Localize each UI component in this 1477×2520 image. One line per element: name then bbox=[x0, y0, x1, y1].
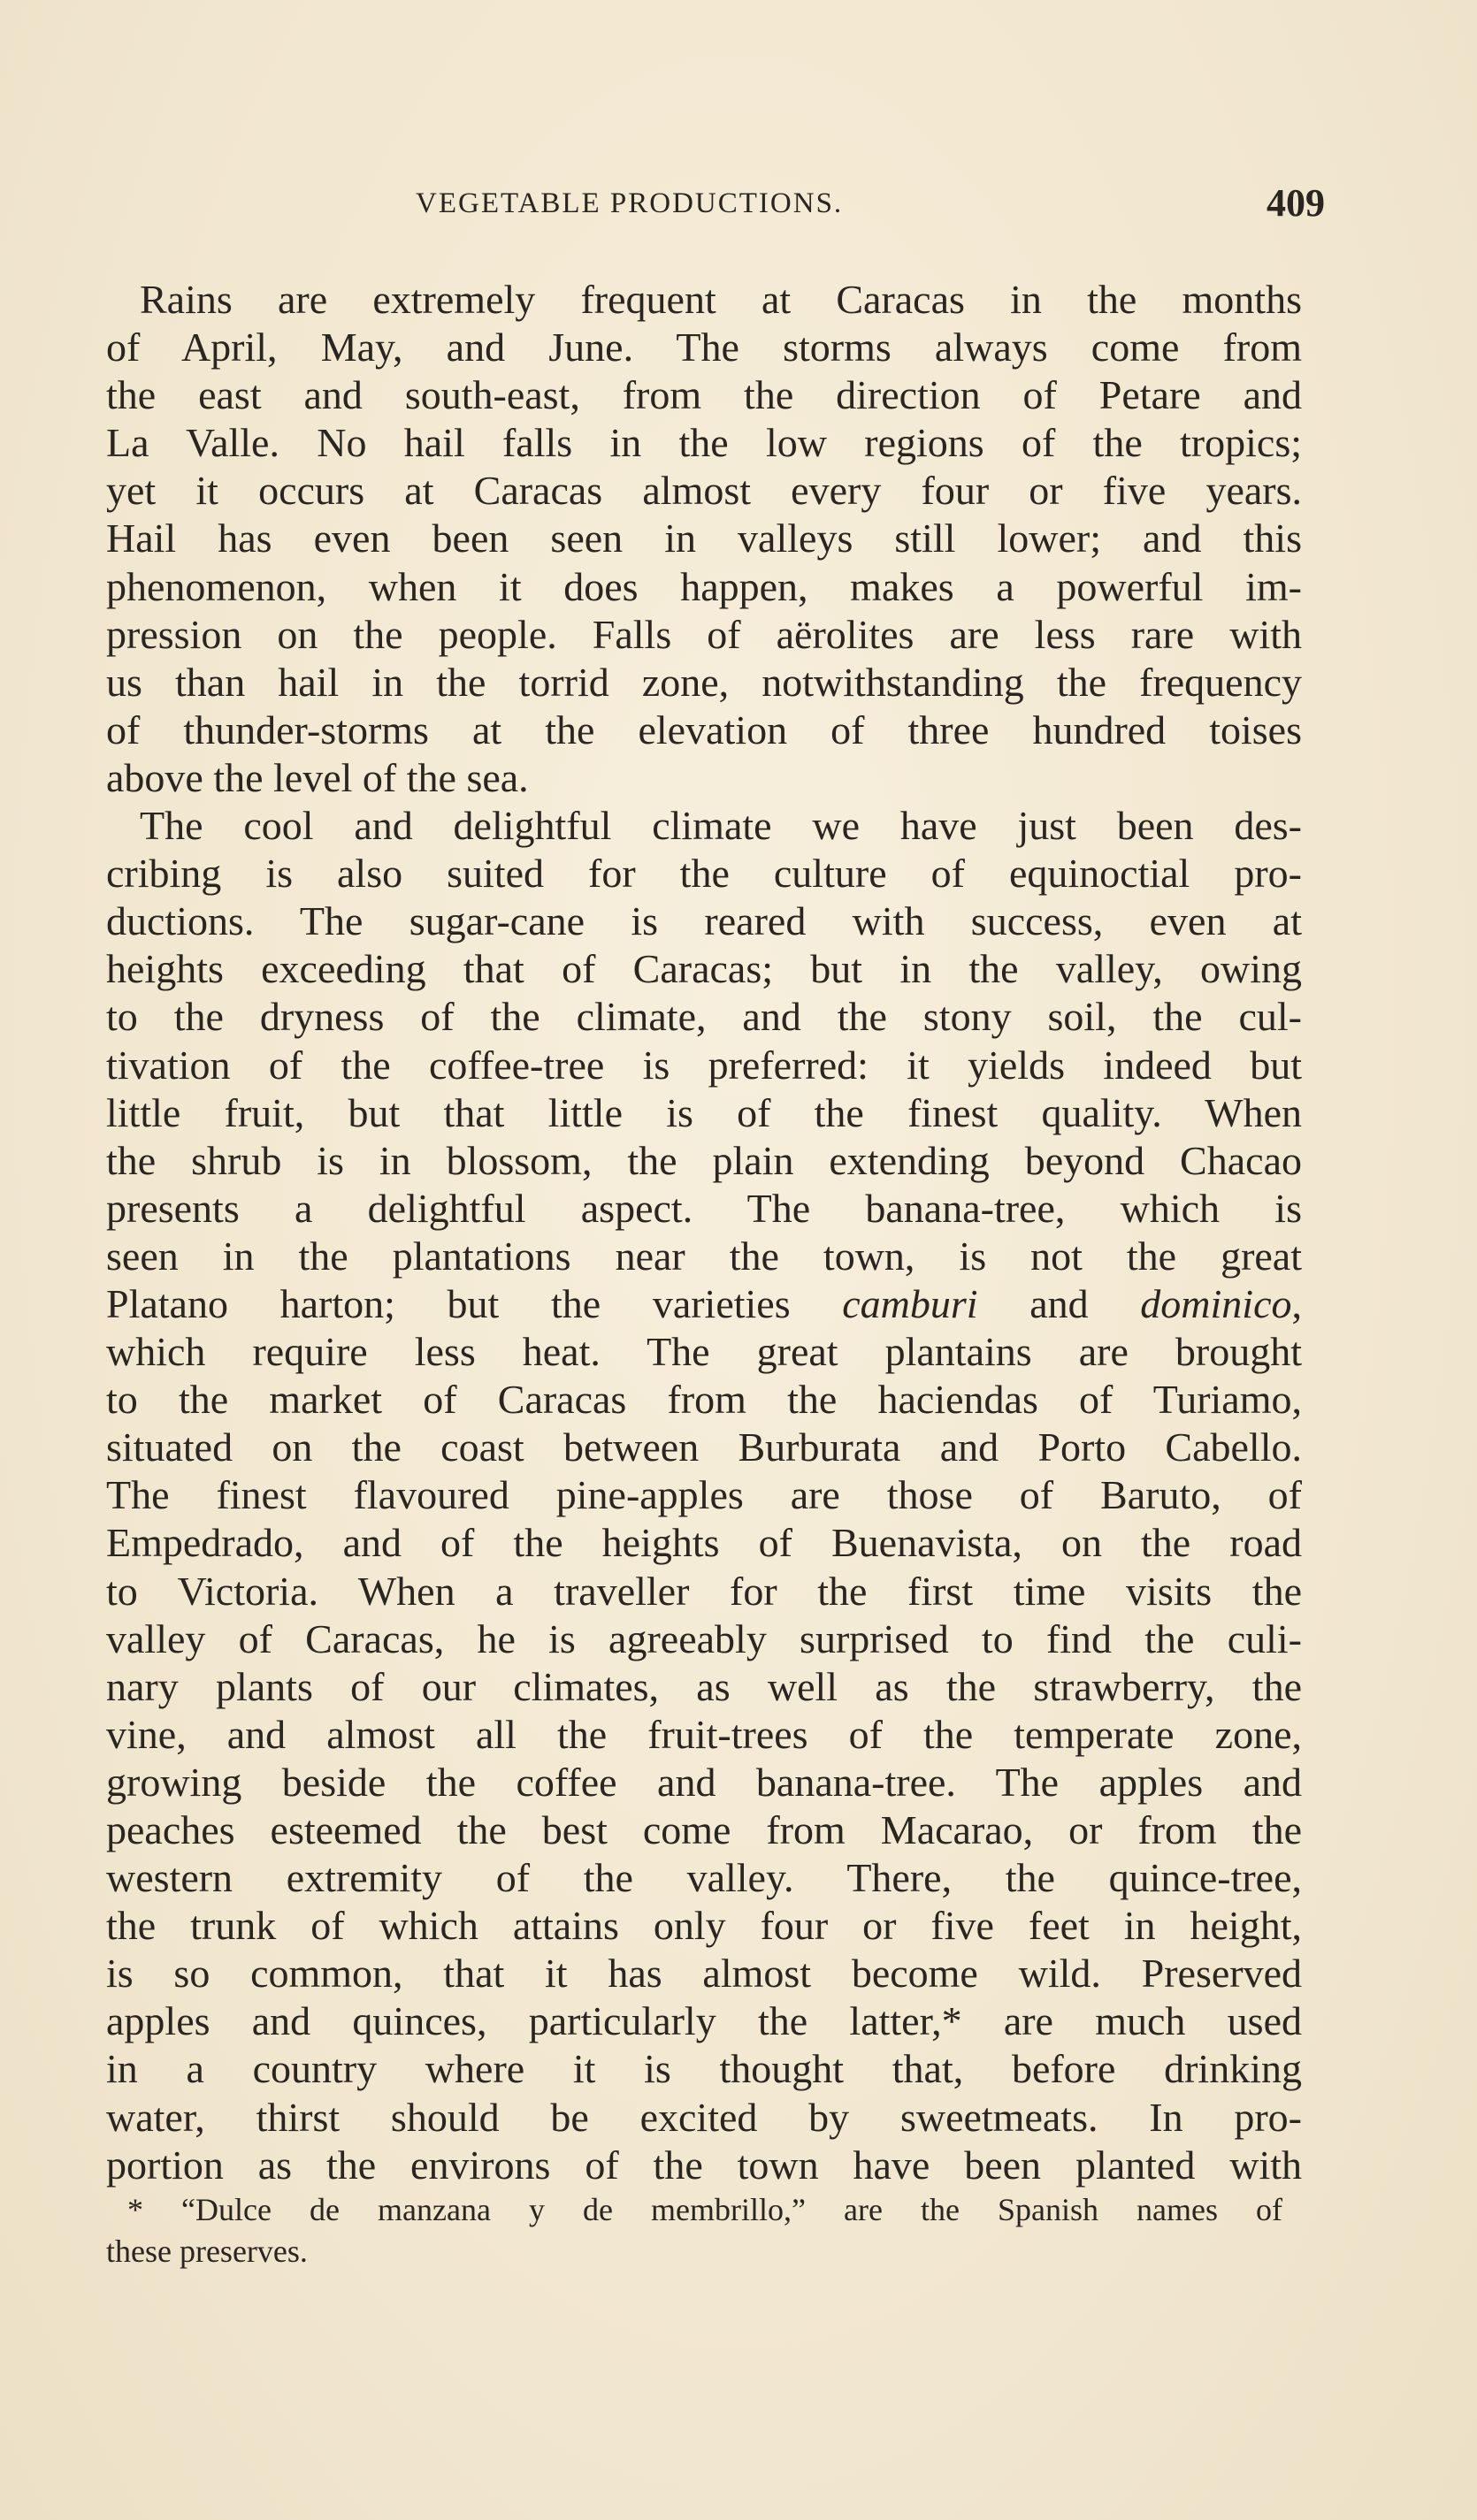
text-line: us than hail in the torrid zone, notwithstanding the frequency bbox=[106, 659, 1302, 705]
text-line: seen in the plantations near the town, is not the great bbox=[106, 1233, 1302, 1279]
text-line: Rains are extremely frequent at Caracas in the months bbox=[140, 277, 1302, 322]
paragraph bbox=[106, 802, 1302, 2189]
text-line: nary plants of our climates, as well as the strawberry, the bbox=[106, 1663, 1302, 1709]
text-line: portion as the environs of the town have been planted with bbox=[106, 2142, 1302, 2188]
text-line: to the market of Caracas from the haciendas of Turiamo, bbox=[106, 1377, 1302, 1423]
text-line: above the level of the sea. bbox=[106, 754, 529, 800]
text-line: apples and quinces, particularly the latter,* are much used bbox=[106, 1998, 1302, 2044]
text-line: phenomenon, when it does happen, makes a powerful im- bbox=[106, 563, 1302, 609]
text-line: pression on the people. Falls of aërolites are less rare with bbox=[106, 611, 1302, 657]
text-line bbox=[106, 1280, 1302, 1328]
text-line: of April, May, and June. The storms always come from bbox=[106, 325, 1302, 370]
footnote-line: * “Dulce de manzana y de membrillo,” are the Spanish names of bbox=[127, 2192, 1282, 2227]
text-line: valley of Caracas, he is agreeably surprised to find the culi- bbox=[106, 1615, 1302, 1661]
text-line: of thunder-storms at the elevation of three hundred toises bbox=[106, 706, 1302, 752]
footnote bbox=[106, 2189, 1282, 2272]
running-head: VEGETABLE PRODUCTIONS. bbox=[416, 187, 844, 219]
text-line: the east and south-east, from the direction of Petare and bbox=[106, 372, 1302, 418]
text-line: to the dryness of the climate, and the stony soil, the cul- bbox=[106, 994, 1302, 1040]
text-line: growing beside the coffee and banana-tree. The apples and bbox=[106, 1759, 1302, 1805]
text-line: yet it occurs at Caracas almost every four or five years. bbox=[106, 468, 1302, 514]
text-line: heights exceeding that of Caracas; but in the valley, owing bbox=[106, 946, 1302, 992]
text-line: western extremity of the valley. There, the quince-tree, bbox=[106, 1855, 1302, 1901]
text-line: the shrub is in blossom, the plain extending beyond Chacao bbox=[106, 1137, 1302, 1183]
text-line: to Victoria. When a traveller for the first time visits the bbox=[106, 1568, 1302, 1614]
text-segment: and bbox=[977, 1280, 1141, 1326]
paragraph bbox=[106, 276, 1302, 802]
italic-term: camburi bbox=[842, 1280, 978, 1326]
text-line: little fruit, but that little is of the finest quality. When bbox=[106, 1089, 1302, 1135]
text-line: The cool and delightful climate we have just been des- bbox=[140, 803, 1302, 849]
text-line: presents a delightful aspect. The banana-tree, which is bbox=[106, 1185, 1302, 1231]
text-line: Hail has even been seen in valleys still lower; and this bbox=[106, 515, 1302, 561]
text-line: peaches esteemed the best come from Macarao, or from the bbox=[106, 1807, 1302, 1852]
text-line: ductions. The sugar-cane is reared with success, even at bbox=[106, 898, 1302, 944]
text-segment: Platano harton; but the varieties bbox=[106, 1280, 843, 1326]
text-segment: , bbox=[1291, 1280, 1302, 1326]
text-line: tivation of the coffee-tree is preferred: it yields indeed but bbox=[106, 1042, 1302, 1088]
body-text bbox=[106, 276, 1302, 2189]
text-line: The finest flavoured pine-apples are those of Baruto, of bbox=[106, 1472, 1302, 1518]
footnote-line: these preserves. bbox=[106, 2234, 308, 2269]
text-line: the trunk of which attains only four or five feet in height, bbox=[106, 1903, 1302, 1949]
text-line: La Valle. No hail falls in the low regions of the tropics; bbox=[106, 420, 1302, 466]
page-number: 409 bbox=[1267, 181, 1325, 225]
italic-term: dominico bbox=[1140, 1280, 1292, 1326]
text-line: cribing is also suited for the culture of equinoctial pro- bbox=[106, 851, 1302, 897]
text-line: is so common, that it has almost become wild. Preserved bbox=[106, 1951, 1302, 1997]
text-line: which require less heat. The great plantains are brought bbox=[106, 1329, 1302, 1375]
text-line: vine, and almost all the fruit-trees of the temperate zone, bbox=[106, 1711, 1302, 1757]
text-line: in a country where it is thought that, before drinking bbox=[106, 2046, 1302, 2092]
text-line: Empedrado, and of the heights of Buenavista, on the road bbox=[106, 1520, 1302, 1566]
text-line: water, thirst should be excited by sweetmeats. In pro- bbox=[106, 2094, 1302, 2140]
text-line: situated on the coast between Burburata and Porto Cabello. bbox=[106, 1424, 1302, 1470]
